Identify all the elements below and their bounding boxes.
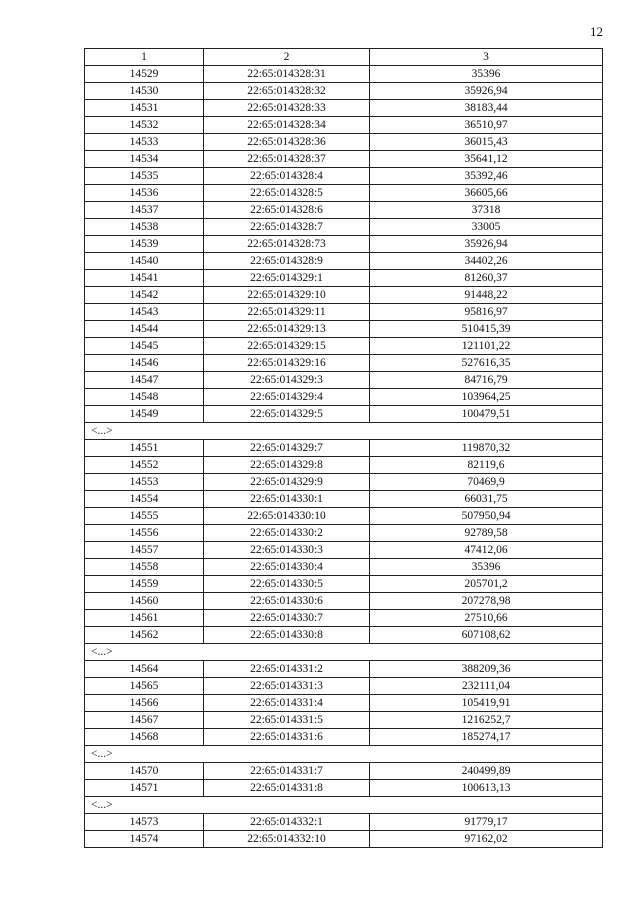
table-row	[85, 661, 603, 678]
value-cell: 91779,17	[370, 814, 603, 831]
value-cell: 232111,04	[370, 678, 603, 695]
cadastral-number-cell: 22:65:014330:8	[204, 627, 370, 644]
omitted-rows-marker	[85, 423, 603, 440]
cadastral-number-cell: 22:65:014331:3	[204, 678, 370, 695]
table-row	[85, 304, 603, 321]
table-row	[85, 134, 603, 151]
value-cell: 34402,26	[370, 253, 603, 270]
value-cell: 37318	[370, 202, 603, 219]
row-number-cell: 14566	[85, 695, 204, 712]
value-cell: 35396	[370, 559, 603, 576]
value-cell: 82119,6	[370, 457, 603, 474]
value-cell: 100613,13	[370, 780, 603, 797]
value-cell: 1216252,7	[370, 712, 603, 729]
row-number-cell: 14574	[85, 831, 204, 848]
cadastral-number-cell: 22:65:014329:11	[204, 304, 370, 321]
table-row	[85, 338, 603, 355]
row-number-cell: 14561	[85, 610, 204, 627]
table-row	[85, 83, 603, 100]
table-row	[85, 253, 603, 270]
omitted-rows-marker	[85, 797, 603, 814]
cadastral-number-cell: 22:65:014328:5	[204, 185, 370, 202]
cadastral-number-cell: 22:65:014330:5	[204, 576, 370, 593]
cadastral-number-cell: 22:65:014331:2	[204, 661, 370, 678]
cadastral-number-cell: 22:65:014329:10	[204, 287, 370, 304]
data-table	[84, 48, 603, 848]
row-number-cell: 14554	[85, 491, 204, 508]
value-cell: 36510,97	[370, 117, 603, 134]
value-cell: 33005	[370, 219, 603, 236]
omitted-rows-marker	[85, 644, 603, 661]
table-row	[85, 559, 603, 576]
ellipsis-cell: <...>	[85, 746, 603, 763]
row-number-cell: 14535	[85, 168, 204, 185]
cadastral-number-cell: 22:65:014328:31	[204, 66, 370, 83]
value-cell: 36605,66	[370, 185, 603, 202]
cadastral-number-cell: 22:65:014330:4	[204, 559, 370, 576]
table-row	[85, 355, 603, 372]
table-row	[85, 457, 603, 474]
row-number-cell: 14545	[85, 338, 204, 355]
row-number-cell: 14568	[85, 729, 204, 746]
row-number-cell: 14567	[85, 712, 204, 729]
table-row	[85, 117, 603, 134]
column-header: 2	[204, 49, 370, 66]
row-number-cell: 14540	[85, 253, 204, 270]
table-row	[85, 372, 603, 389]
row-number-cell: 14536	[85, 185, 204, 202]
row-number-cell: 14533	[85, 134, 204, 151]
value-cell: 35396	[370, 66, 603, 83]
value-cell: 119870,32	[370, 440, 603, 457]
value-cell: 36015,43	[370, 134, 603, 151]
cadastral-number-cell: 22:65:014329:13	[204, 321, 370, 338]
cadastral-number-cell: 22:65:014330:1	[204, 491, 370, 508]
row-number-cell: 14543	[85, 304, 204, 321]
cadastral-number-cell: 22:65:014330:10	[204, 508, 370, 525]
cadastral-number-cell: 22:65:014329:15	[204, 338, 370, 355]
table-row	[85, 678, 603, 695]
table-row	[85, 389, 603, 406]
cadastral-number-cell: 22:65:014331:8	[204, 780, 370, 797]
table-body	[85, 66, 603, 848]
ellipsis-cell: <...>	[85, 797, 603, 814]
row-number-cell: 14534	[85, 151, 204, 168]
cadastral-number-cell: 22:65:014329:16	[204, 355, 370, 372]
header-row	[85, 49, 603, 66]
row-number-cell: 14570	[85, 763, 204, 780]
value-cell: 35926,94	[370, 83, 603, 100]
row-number-cell: 14532	[85, 117, 204, 134]
row-number-cell: 14552	[85, 457, 204, 474]
table-row	[85, 831, 603, 848]
table-row	[85, 406, 603, 423]
cadastral-number-cell: 22:65:014332:10	[204, 831, 370, 848]
value-cell: 27510,66	[370, 610, 603, 627]
row-number-cell: 14565	[85, 678, 204, 695]
value-cell: 388209,36	[370, 661, 603, 678]
ellipsis-cell: <...>	[85, 423, 603, 440]
value-cell: 95816,97	[370, 304, 603, 321]
cadastral-number-cell: 22:65:014329:4	[204, 389, 370, 406]
row-number-cell: 14558	[85, 559, 204, 576]
row-number-cell: 14544	[85, 321, 204, 338]
cadastral-number-cell: 22:65:014330:2	[204, 525, 370, 542]
cadastral-number-cell: 22:65:014328:32	[204, 83, 370, 100]
value-cell: 35392,46	[370, 168, 603, 185]
cadastral-number-cell: 22:65:014329:1	[204, 270, 370, 287]
value-cell: 97162,02	[370, 831, 603, 848]
ellipsis-cell: <...>	[85, 644, 603, 661]
cadastral-number-cell: 22:65:014328:34	[204, 117, 370, 134]
cadastral-number-cell: 22:65:014328:4	[204, 168, 370, 185]
row-number-cell: 14549	[85, 406, 204, 423]
cadastral-number-cell: 22:65:014330:3	[204, 542, 370, 559]
cadastral-number-cell: 22:65:014328:33	[204, 100, 370, 117]
row-number-cell: 14556	[85, 525, 204, 542]
omitted-rows-marker	[85, 746, 603, 763]
row-number-cell: 14539	[85, 236, 204, 253]
cadastral-number-cell: 22:65:014329:9	[204, 474, 370, 491]
cadastral-number-cell: 22:65:014332:1	[204, 814, 370, 831]
table-row	[85, 440, 603, 457]
table-row	[85, 202, 603, 219]
cadastral-number-cell: 22:65:014330:7	[204, 610, 370, 627]
table-row	[85, 287, 603, 304]
value-cell: 207278,98	[370, 593, 603, 610]
row-number-cell: 14548	[85, 389, 204, 406]
table-row	[85, 712, 603, 729]
row-number-cell: 14559	[85, 576, 204, 593]
row-number-cell: 14573	[85, 814, 204, 831]
row-number-cell: 14557	[85, 542, 204, 559]
cadastral-number-cell: 22:65:014329:5	[204, 406, 370, 423]
table-row	[85, 695, 603, 712]
value-cell: 35926,94	[370, 236, 603, 253]
table-row	[85, 814, 603, 831]
cadastral-number-cell: 22:65:014328:73	[204, 236, 370, 253]
value-cell: 92789,58	[370, 525, 603, 542]
row-number-cell: 14551	[85, 440, 204, 457]
value-cell: 510415,39	[370, 321, 603, 338]
table-row	[85, 780, 603, 797]
table-row	[85, 66, 603, 83]
value-cell: 185274,17	[370, 729, 603, 746]
page-number: 12	[590, 24, 603, 39]
value-cell: 91448,22	[370, 287, 603, 304]
value-cell: 84716,79	[370, 372, 603, 389]
table-row	[85, 270, 603, 287]
column-header: 3	[370, 49, 603, 66]
value-cell: 66031,75	[370, 491, 603, 508]
table-row	[85, 168, 603, 185]
value-cell: 35641,12	[370, 151, 603, 168]
row-number-cell: 14537	[85, 202, 204, 219]
cadastral-number-cell: 22:65:014330:6	[204, 593, 370, 610]
row-number-cell: 14571	[85, 780, 204, 797]
row-number-cell: 14564	[85, 661, 204, 678]
table-row	[85, 729, 603, 746]
row-number-cell: 14546	[85, 355, 204, 372]
value-cell: 47412,06	[370, 542, 603, 559]
table-row	[85, 474, 603, 491]
value-cell: 38183,44	[370, 100, 603, 117]
row-number-cell: 14530	[85, 83, 204, 100]
row-number-cell: 14542	[85, 287, 204, 304]
table-row	[85, 542, 603, 559]
cadastral-number-cell: 22:65:014329:7	[204, 440, 370, 457]
table-row	[85, 236, 603, 253]
cadastral-number-cell: 22:65:014328:7	[204, 219, 370, 236]
value-cell: 240499,89	[370, 763, 603, 780]
cadastral-number-cell: 22:65:014331:6	[204, 729, 370, 746]
value-cell: 81260,37	[370, 270, 603, 287]
table-row	[85, 185, 603, 202]
cadastral-number-cell: 22:65:014328:36	[204, 134, 370, 151]
table-row	[85, 593, 603, 610]
value-cell: 100479,51	[370, 406, 603, 423]
cadastral-number-cell: 22:65:014329:3	[204, 372, 370, 389]
table-row	[85, 763, 603, 780]
table-row	[85, 219, 603, 236]
value-cell: 507950,94	[370, 508, 603, 525]
cadastral-number-cell: 22:65:014328:37	[204, 151, 370, 168]
value-cell: 121101,22	[370, 338, 603, 355]
row-number-cell: 14560	[85, 593, 204, 610]
table-row	[85, 321, 603, 338]
row-number-cell: 14541	[85, 270, 204, 287]
cadastral-number-cell: 22:65:014331:5	[204, 712, 370, 729]
table-row	[85, 151, 603, 168]
row-number-cell: 14529	[85, 66, 204, 83]
table-row	[85, 100, 603, 117]
cadastral-number-cell: 22:65:014328:6	[204, 202, 370, 219]
table-row	[85, 491, 603, 508]
cadastral-number-cell: 22:65:014329:8	[204, 457, 370, 474]
row-number-cell: 14531	[85, 100, 204, 117]
value-cell: 205701,2	[370, 576, 603, 593]
row-number-cell: 14538	[85, 219, 204, 236]
value-cell: 527616,35	[370, 355, 603, 372]
table-row	[85, 627, 603, 644]
row-number-cell: 14547	[85, 372, 204, 389]
table-row	[85, 525, 603, 542]
row-number-cell: 14562	[85, 627, 204, 644]
cadastral-number-cell: 22:65:014331:7	[204, 763, 370, 780]
table-row	[85, 610, 603, 627]
table-row	[85, 576, 603, 593]
cadastral-number-cell: 22:65:014328:9	[204, 253, 370, 270]
value-cell: 607108,62	[370, 627, 603, 644]
value-cell: 70469,9	[370, 474, 603, 491]
value-cell: 105419,91	[370, 695, 603, 712]
value-cell: 103964,25	[370, 389, 603, 406]
column-header: 1	[85, 49, 204, 66]
row-number-cell: 14555	[85, 508, 204, 525]
cadastral-number-cell: 22:65:014331:4	[204, 695, 370, 712]
row-number-cell: 14553	[85, 474, 204, 491]
table-row	[85, 508, 603, 525]
